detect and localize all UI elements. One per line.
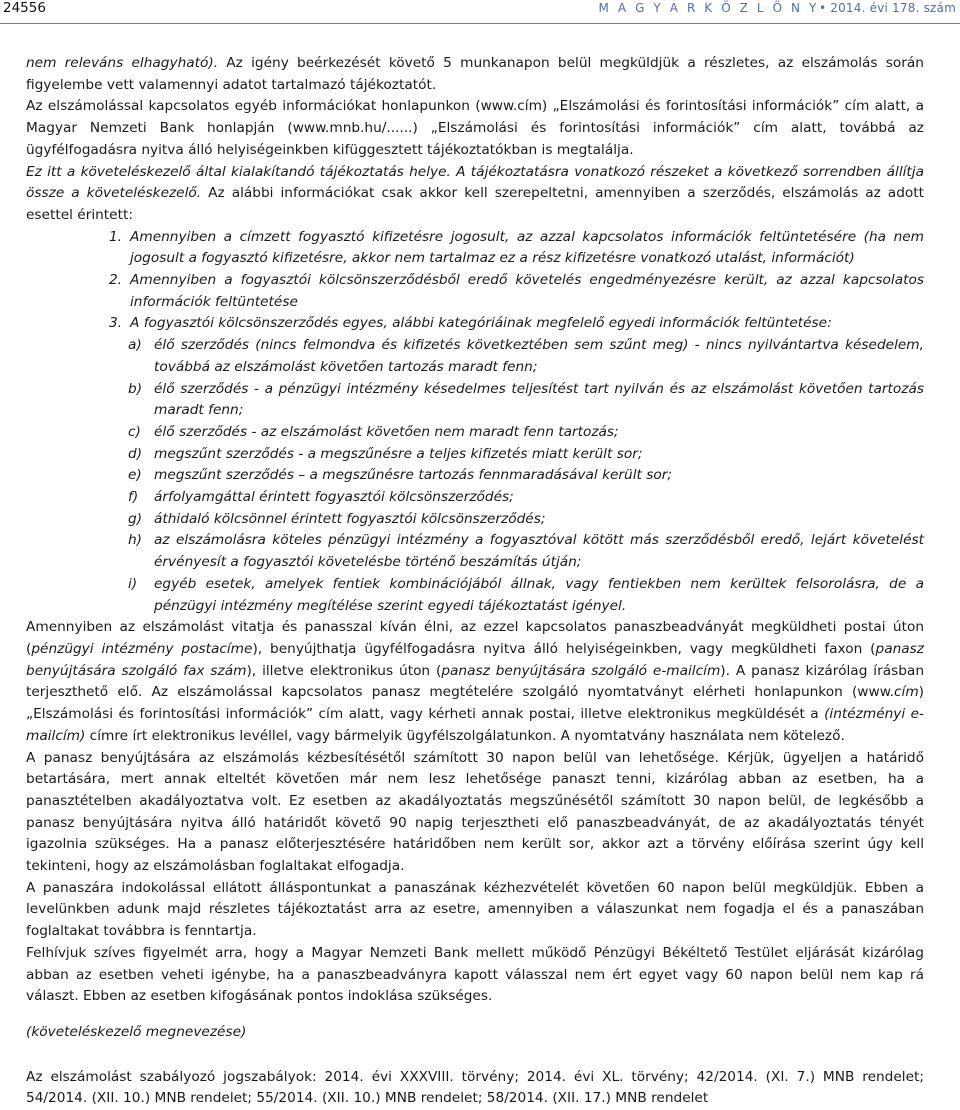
- p4-italic-d: panasz benyújtására szolgáló fax szám: [26, 640, 924, 679]
- paragraph-3: [26, 162, 924, 227]
- sub-item-text: megszűnt szerződés - a megszűnésre a teljes kifizetés miatt került sor;: [154, 445, 643, 462]
- sub-item-letter: c): [128, 423, 141, 440]
- paragraph-6: A panaszára indokolással ellátott álláspontunkat a panaszának kézhezvételét követően 60 napon belül megküldjük. Ebben a levelünkben adunk majd részletes tájékoztatást arra az esetre, amennyiben a válaszunkat nem fogadja el és a panaszában foglaltakat továbbra is fenntartja.: [26, 879, 924, 940]
- list-item-number: 1.: [108, 228, 122, 245]
- page-number: 24556: [3, 0, 46, 16]
- sub-item-letter: f): [128, 489, 139, 506]
- list-item-text: A fogyasztói kölcsönszerződés egyes, alábbi kategóriáinak megfelelő egyedi információk feltüntetése:: [130, 315, 832, 332]
- p4-text-e: ), illetve elektronikus úton (: [246, 662, 442, 679]
- sub-list-item: [26, 444, 924, 466]
- sub-item-text: egyéb esetek, amelyek fentiek kombinációjából állnak, vagy fentiekben nem kerültek felsorolásra, de a pénzügyi intézmény megítélése szerint egyedi tájékoztatást igényel.: [154, 575, 924, 614]
- header-rule: [0, 23, 960, 24]
- sub-item-letter: d): [128, 445, 143, 462]
- list-item-number: 3.: [108, 315, 122, 332]
- sub-list-item: [26, 465, 924, 487]
- signature-line: (követeléskezelő megnevezése): [26, 1023, 247, 1040]
- paragraph-1-text: Az igény beérkezését követő 5 munkanapon belül megküldjük a részletes, az elszámolás során figyelembe vett valamennyi adatot tartalmazó tájékoztatót.: [26, 55, 924, 93]
- document-body: [26, 53, 924, 1110]
- p4-italic-h: cím: [893, 684, 919, 701]
- paragraph-3-italic: Ez itt a követeléskezelő által kialakítandó tájékoztatás helye. A tájékoztatásra vonatkozó részeket a következő sorrendben állítja össze a követeléskezelő.: [26, 163, 924, 202]
- list-item-text: Amennyiben a címzett fogyasztó kifizetésre jogosult, az azzal kapcsolatos információk feltüntetésére (ha nem jogosult a fogyasztó kifizetésre, akkor nem tartalmaz ez a rész kifizetésre vonatkozó utalást, információt): [130, 228, 924, 267]
- sub-item-text: áthidaló kölcsönnel érintett fogyasztói kölcsönszerződés;: [154, 510, 546, 527]
- sub-list-item: [26, 574, 924, 617]
- paragraph-2: Az elszámolással kapcsolatos egyéb információkat honlapunkon (www.cím) „Elszámolási és forintosítási információk” cím alatt, a Magyar Nemzeti Bank honlapján (www.mnb.hu/......) „Elszámolási és forintosítási információk” cím alatt, továbbá az ügyfélfogadásra nyitva álló helyiségeinkben kifüggesztett tájékoztatókban is megtalálja.: [26, 98, 924, 158]
- p4-text-g: ). A panasz kizárólag írásban terjeszthető elő. Az elszámolással kapcsolatos panasz megtételére szolgáló nyomtatványt elérheti honlapunkon (www.: [26, 662, 924, 701]
- p4-text-c: ), benyújthatja ügyfélfogadásra nyitva álló helyiségeinkben, vagy megküldheti faxon (: [252, 640, 876, 657]
- sub-item-letter: g): [128, 510, 143, 527]
- list-item-text: Amennyiben a fogyasztói kölcsönszerződésből eredő követelés engedményezésre került, az azzal kapcsolatos információk feltüntetése: [130, 272, 924, 310]
- paragraph-7: Felhívjuk szíves figyelmét arra, hogy a Magyar Nemzeti Bank mellett működő Pénzügyi Békéltető Testület eljárását kizárólag abban az esetben veheti igénybe, ha a panaszbeadványra kapott válasszal nem ért egyet vagy 60 napon belül nem kap rá választ. Ebben az esetben kifogásának pontos indoklása szükséges.: [26, 944, 924, 1005]
- sub-item-letter: e): [128, 467, 142, 484]
- sub-list-item: [26, 509, 924, 531]
- list-item-number: 2.: [108, 272, 122, 289]
- page-header: [0, 0, 960, 22]
- list-item: [26, 313, 924, 335]
- sub-list-item: [26, 379, 924, 422]
- paragraph-1: [26, 53, 924, 96]
- sub-item-text: élő szerződés - a pénzügyi intézmény késedelmes teljesítést tart nyilván és az elszámolást követően tartozás maradt fenn;: [154, 380, 924, 419]
- sub-item-text: az elszámolásra köteles pénzügyi intézmény a fogyasztóval kötött más szerződésből eredő, lejárt követelést érvényesít a fogyasztói követelésbe történő beszámítás útján;: [154, 532, 924, 571]
- sub-item-letter: h): [128, 532, 143, 549]
- list-item: [26, 270, 924, 313]
- sub-list-item: [26, 422, 924, 444]
- sub-item-text: élő szerződés (nincs felmondva és kifizetés következtében sem szűnt meg) - nincs nyilvántartva késedelem, továbbá az elszámolást követően tartozás maradt fenn;: [154, 337, 924, 375]
- sub-item-letter: b): [128, 380, 143, 397]
- sub-item-letter: i): [128, 575, 138, 592]
- p4-text-a: Amennyiben az elszámolást vitatja és panasszal kíván élni, az ezzel kapcsolatos panaszbeadványát megküldheti postai úton (: [26, 619, 924, 657]
- issue-label: • 2014. évi 178. szám: [818, 1, 956, 15]
- sub-list-item: [26, 487, 924, 509]
- numbered-list: [26, 227, 924, 618]
- paragraph-regulations: Az elszámolást szabályozó jogszabályok: 2014. évi XXXVIII. törvény; 2014. évi XL. törvény; 42/2014. (XI. 7.) MNB rendelet; 54/2014. (XII. 10.) MNB rendelet; 55/2014. (XII. 10.) MNB rendelet; 58/2014. (XII. 17.) MNB rendelet: [26, 1068, 924, 1107]
- sub-list-item: [26, 335, 924, 378]
- p4-text-k: címre írt elektronikus levéllel, vagy bármelyik ügyfélszolgálatunkon. A nyomtatvány használata nem kötelező.: [85, 727, 845, 744]
- p4-text-i: ) „Elszámolási és forintosítási információk” cím alatt, vagy kérheti annak postai, illetve elektronikus megküldését a: [26, 684, 924, 723]
- sub-item-letter: a): [128, 337, 142, 354]
- p4-italic-j: (intézményi e-mailcím): [26, 706, 924, 744]
- publication-name: M A G Y A R K Ö Z L Ö N Y: [598, 1, 819, 15]
- sub-item-text: árfolyamgáttal érintett fogyasztói kölcsönszerződés;: [154, 489, 514, 506]
- sub-item-text: élő szerződés - az elszámolást követően nem maradt fenn tartozás;: [154, 423, 619, 440]
- sub-list-item: [26, 530, 924, 573]
- p4-italic-b: pénzügyi intézmény postacíme: [31, 640, 253, 657]
- paragraph-3-text: Az alábbi információkat csak akkor kell szerepeltetni, amennyiben a szerződés, elszámolás az adott esettel érintett:: [26, 185, 924, 223]
- sub-item-text: megszűnt szerződés – a megszűnésre tartozás fennmaradásával került sor;: [154, 467, 672, 484]
- running-title: [598, 1, 956, 15]
- p4-italic-f: panasz benyújtására szolgáló e-mailcím: [441, 662, 721, 679]
- list-item: [26, 227, 924, 270]
- paragraph-4: [26, 617, 924, 747]
- paragraph-5: A panasz benyújtására az elszámolás kézbesítésétől számított 30 napon belül van lehetősége. Kérjük, ügyeljen a határidő betartására, mert annak elteltét követően már nem lesz lehetősége panaszt tenni, kizárólag abban az esetben, ha a panasztételben akadályoztatva volt. Ez esetben az akadályoztatás megszűnésétől számított 30 napon belül, de legkésőbb a panasz benyújtására nyitva álló határidőt követő 90 napig terjesztheti elő panaszbeadványát, de az akadályoztatás tényét igazolnia szükséges. Ha a panasz előterjesztésére határidőben nem került sor, akkor azt a törvény előírása szerint úgy kell tekinteni, hogy az elszámolásban foglaltakat elfogadja.: [26, 749, 924, 875]
- paragraph-1-italic: nem releváns elhagyható).: [26, 55, 219, 71]
